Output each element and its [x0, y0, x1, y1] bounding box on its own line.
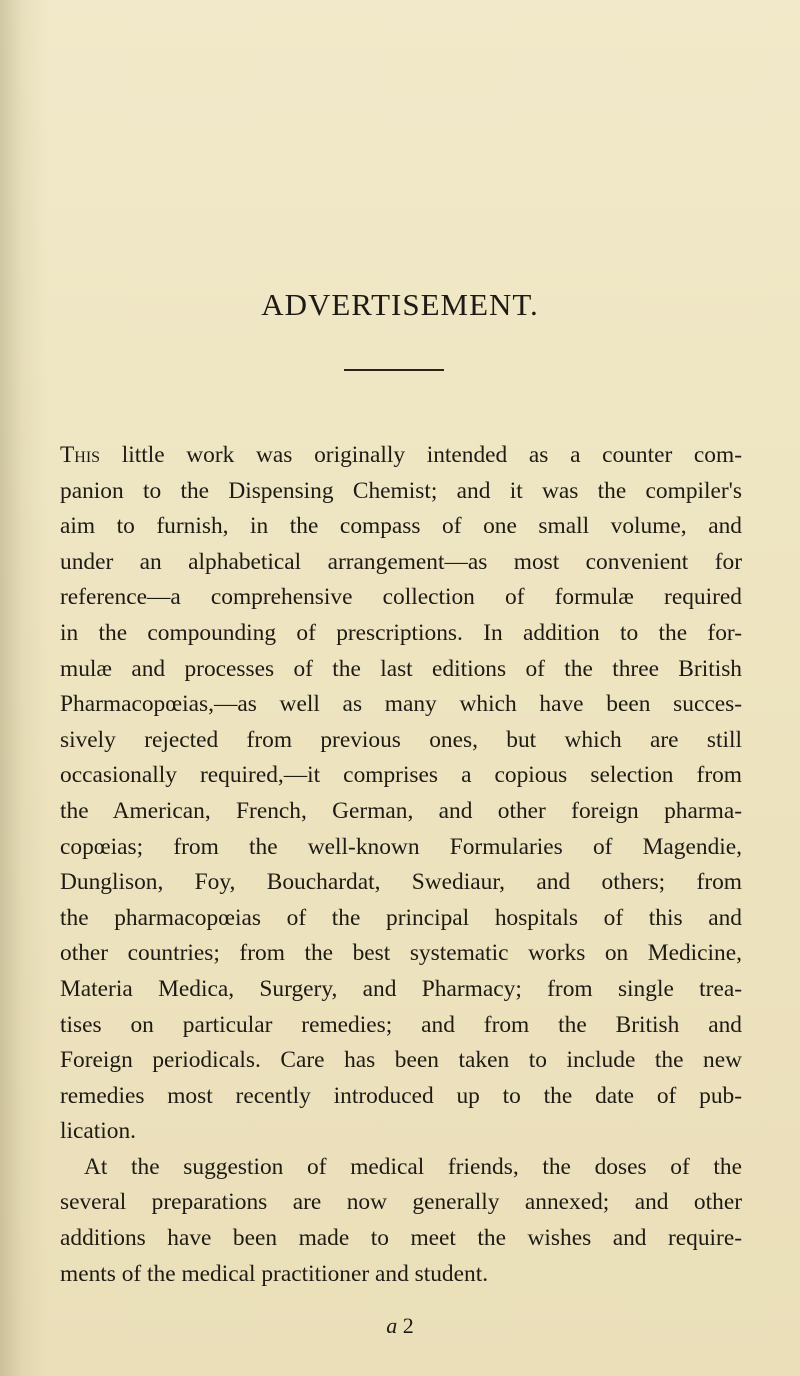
text-line: At the suggestion of medical friends, the doses of the: [84, 1153, 742, 1180]
text-line: reference—a comprehensive collection of formulæ required: [60, 584, 742, 611]
title-divider: [344, 369, 444, 371]
text-line: the pharmacopœias of the principal hospitals of this and: [60, 904, 742, 931]
text-line: several preparations are now generally annexed; and other: [60, 1189, 742, 1216]
text-line: panion to the Dispensing Chemist; and it was the compiler's: [60, 477, 742, 504]
signature-mark: [0, 1312, 800, 1340]
text-line: under an alphabetical arrangement—as most convenient for: [60, 548, 742, 575]
paragraph-1: [60, 438, 742, 1150]
lead-word: This: [60, 442, 101, 468]
text-line: Dunglison, Foy, Bouchardat, Swediaur, and others; from: [60, 869, 742, 896]
text-line: lication.: [60, 1118, 136, 1145]
text-line: occasionally required,—it comprises a copious selection from: [60, 762, 742, 789]
signature-letter: a: [386, 1313, 398, 1338]
text-line: the American, French, German, and other foreign pharma-: [60, 797, 742, 824]
text-line: additions have been made to meet the wishes and require-: [60, 1225, 742, 1252]
text-line: aim to furnish, in the compass of one small volume, and: [60, 513, 742, 540]
page-title: ADVERTISEMENT.: [261, 287, 539, 322]
paragraph-2: [60, 1150, 742, 1292]
text-line: Foreign periodicals. Care has been taken to include the new: [60, 1047, 742, 1074]
text-line: sively rejected from previous ones, but which are still: [60, 726, 742, 753]
text-line: remedies most recently introduced up to the date of pub-: [60, 1082, 742, 1109]
text-line: copœias; from the well-known Formularies of Magendie,: [60, 833, 742, 860]
text-line: Pharmacopœias,—as well as many which have been succes-: [60, 691, 742, 718]
text-line: in the compounding of prescriptions. In addition to the for-: [60, 619, 742, 646]
text-line: tises on particular remedies; and from the British and: [60, 1011, 742, 1038]
text-line: This little work was originally intended as a counter com-: [60, 442, 742, 468]
body-text: [60, 438, 742, 1292]
text-line: Materia Medica, Surgery, and Pharmacy; from single trea-: [60, 975, 742, 1002]
text-line: other countries; from the best systematic works on Medicine,: [60, 940, 742, 967]
text-line: ments of the medical practitioner and student.: [60, 1260, 489, 1287]
text-line: mulæ and processes of the last editions of the three British: [60, 655, 742, 682]
signature-number: 2: [402, 1313, 414, 1338]
